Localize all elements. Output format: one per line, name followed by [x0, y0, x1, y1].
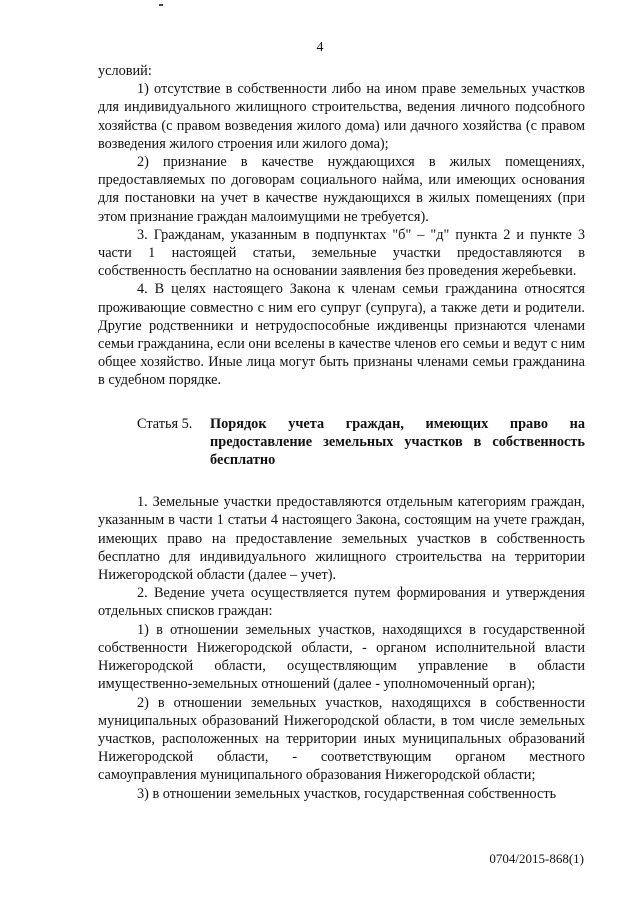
article-number: Статья 5.	[137, 415, 193, 432]
article-title: Порядок учета граждан, имеющих право на предоставление земельных участков в собственность бесплатно	[210, 415, 585, 469]
paragraph: условий:	[98, 63, 152, 79]
paragraphs-after	[98, 493, 585, 802]
paragraph: 2. Ведение учета осуществляется путем формирования и утверждения отдельных списков граждан:	[98, 585, 585, 620]
paragraphs-before	[98, 62, 585, 390]
document-code: 0704/2015-868(1)	[489, 851, 584, 866]
paragraph: 1) в отношении земельных участков, находящихся в государственной собственности Нижегородской области, - органом исполнительной власти Нижегородской области, осуществляющим управление в области имущественно-земельных отношений (далее - уполномоченный орган);	[98, 621, 585, 693]
paragraph: 3) в отношении земельных участков, государственная собственность	[137, 785, 557, 802]
paragraph: 2) в отношении земельных участков, находящихся в собственности муниципальных образований Нижегородской области, в том числе земельных участков, расположенных на территории иных муниципальных образований Нижегородской области, - соответствующим органом местного самоуправления муниципального образования Нижегородской области;	[98, 694, 585, 784]
paragraph: 1. Земельные участки предоставляются отдельным категориям граждан, указанным в части 1 статьи 4 настоящего Закона, состоящим на учете граждан, имеющих право на предоставление земельных участков в собственность бесплатно для индивидуального жилищного строительства на территории Нижегородской области (далее – учет).	[98, 494, 585, 584]
paragraph: 2) признание в качестве нуждающихся в жилых помещениях, предоставляемых по договорам социального найма, или имеющих основания для постановки на учет в качестве нуждающихся в жилых помещениях (при этом признание граждан малоимущими не требуется).	[98, 154, 585, 225]
page-number: 4	[316, 40, 324, 55]
scan-mark	[159, 4, 163, 6]
paragraph: 4. В целях настоящего Закона к членам семьи гражданина относятся проживающие совместно с ним его супруг (супруга), а также дети и родители. Другие родственники и нетрудоспособные иждивенцы признаются членами семьи гражданина, если они вселены в качестве членов его семьи и ведут с ним общее хозяйство. Иные лица могут быть признаны членами семьи гражданина в судебном порядке.	[98, 281, 585, 389]
paragraph: 3. Гражданам, указанным в подпунктах "б" – "д" пункта 2 и пункте 3 части 1 настоящей статьи, земельные участки предоставляются в собственность бесплатно на основании заявления без проведения жеребьевки.	[98, 226, 585, 280]
article-heading	[98, 415, 585, 470]
document-body	[98, 62, 585, 803]
paragraph: 1) отсутствие в собственности либо на ином праве земельных участков для индивидуального жилищного строительства, ведения личного подсобного хозяйства (с правом возведения жилого дома) или дачного хозяйства (с правом возведения жилого строения или жилого дома);	[98, 81, 585, 152]
